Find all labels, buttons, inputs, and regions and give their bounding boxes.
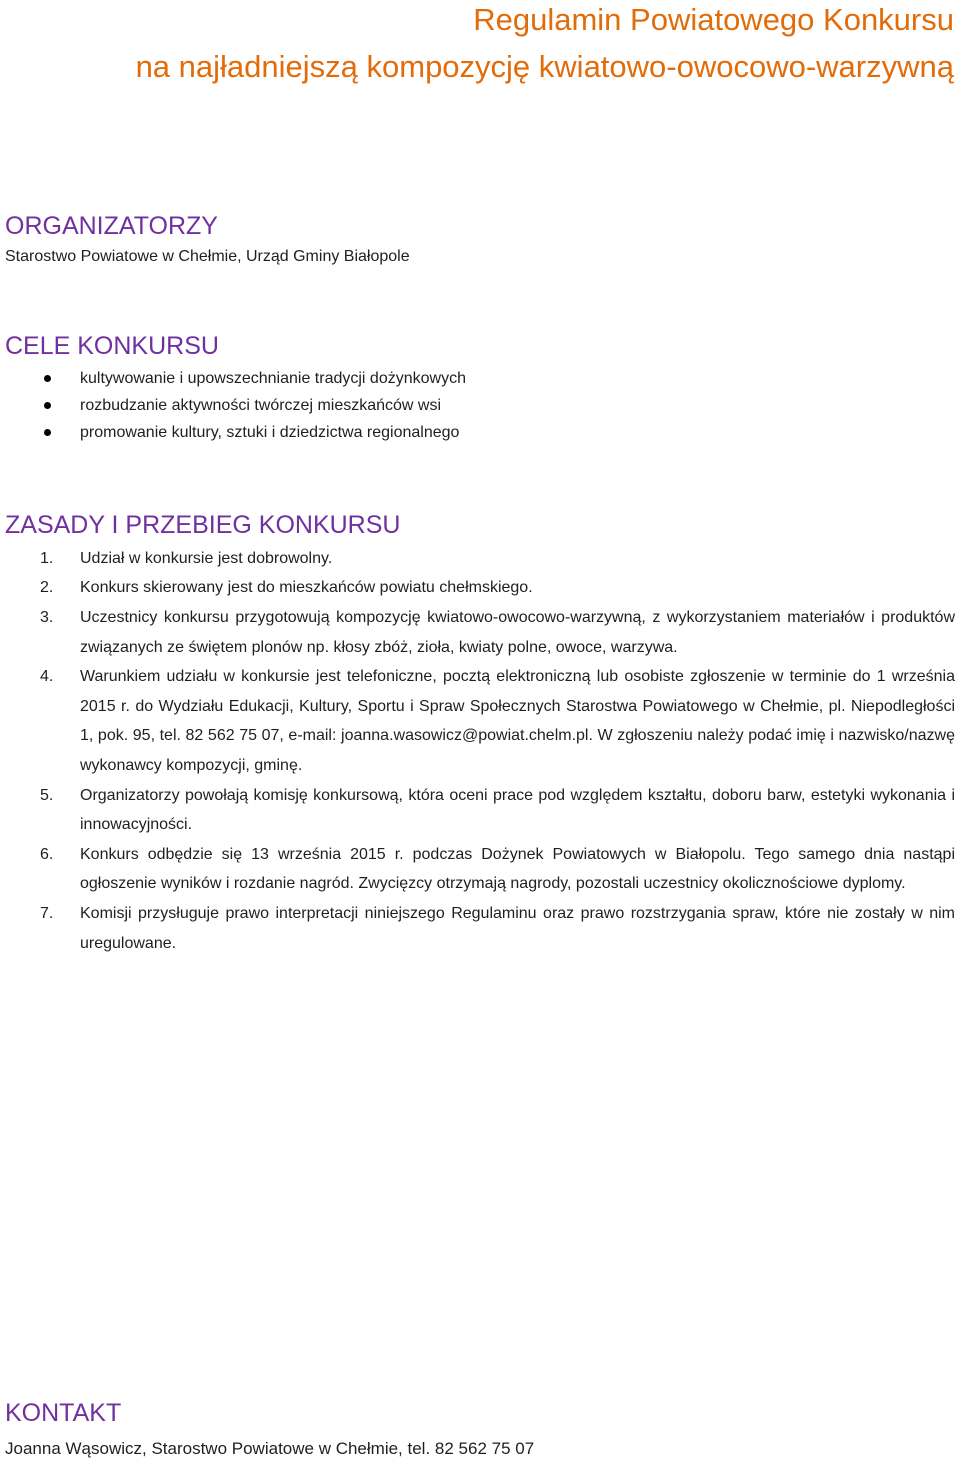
contact-heading: KONTAKT [5, 1399, 122, 1427]
goal-item [0, 365, 466, 392]
rule-number: 7. [40, 904, 54, 922]
rule-number: 6. [40, 845, 54, 863]
goal-item-text: promowanie kultury, sztuki i dziedzictwa regionalnego [80, 424, 460, 441]
rule-text: Organizatorzy powołają komisję konkursową, która oceni prace pod względem kształtu, doboru barw, estetyki wykonania i innowacyjności. [80, 786, 955, 834]
rule-item [0, 781, 960, 840]
goal-item-text: rozbudzanie aktywności twórczej mieszkańców wsi [80, 397, 442, 414]
rule-text: Komisji przysługuje prawo interpretacji niniejszego Regulaminu oraz prawo rozstrzygania spraw, które nie zostały w nim uregulowane. [80, 904, 955, 952]
rule-text: Warunkiem udziału w konkursie jest telefoniczne, pocztą elektroniczną lub osobiste zgłoszenie w terminie do 1 września 2015 r. do Wydziału Edukacji, Kultury, Sportu i Spraw Społecznych Starostwa Powiatowego w Chełmie, pl. Niepodległości 1, pok. 95, tel. 82 562 75 07, e-mail: joanna.wasowicz@powiat.chelm.pl. W zgłoszeniu należy podać imię i nazwisko/nazwę wykonawcy kompozycji, gminę. [80, 668, 955, 774]
rule-item [0, 662, 960, 780]
organizers-heading: ORGANIZATORZY [5, 212, 218, 240]
rule-item [0, 899, 960, 958]
rules-list [0, 545, 960, 958]
goal-item [0, 392, 466, 419]
rule-number: 4. [40, 668, 54, 686]
rule-item [0, 603, 960, 662]
rule-text: Uczestnicy konkursu przygotowują kompozycję kwiatowo-owocowo-warzywną, z wykorzystaniem materiałów i produktów związanych ze świętem plonów np. kłosy zbóż, zioła, kwiaty polne, owoce, warzywa. [80, 609, 955, 656]
goals-heading: CELE KONKURSU [5, 332, 219, 360]
rule-number: 2. [40, 579, 54, 596]
contact-text: Joanna Wąsowicz, Starostwo Powiatowe w Chełmie, tel. 82 562 75 07 [5, 1439, 535, 1458]
rule-item [0, 574, 960, 602]
rule-text: Konkurs skierowany jest do mieszkańców powiatu chełmskiego. [80, 579, 533, 596]
rule-text: Konkurs odbędzie się 13 września 2015 r. podczas Dożynek Powiatowych w Białopolu. Tego samego dnia nastąpi ogłoszenie wyników i rozdanie nagród. Zwycięzcy otrzymają nagrody, pozostali uczestnicy okolicznościowe dyplomy. [80, 845, 955, 893]
document-title-line-1: Regulamin Powiatowego Konkursu [473, 2, 954, 37]
bullet-icon [44, 375, 51, 382]
goal-item-text: kultywowanie i upowszechnianie tradycji dożynkowych [80, 370, 466, 387]
rule-text: Udział w konkursie jest dobrowolny. [80, 550, 333, 567]
rule-item [0, 840, 960, 899]
rules-heading: ZASADY I PRZEBIEG KONKURSU [5, 511, 401, 539]
rule-item [0, 545, 960, 573]
rule-number: 1. [40, 550, 54, 567]
bullet-icon [44, 402, 51, 409]
goals-list [0, 365, 466, 446]
bullet-icon [44, 429, 51, 436]
rule-number: 3. [40, 609, 54, 626]
goal-item [0, 419, 466, 446]
rule-number: 5. [40, 786, 54, 804]
document-title-line-2: na najładniejszą kompozycję kwiatowo-owocowo-warzywną [135, 49, 954, 84]
organizers-text: Starostwo Powiatowe w Chełmie, Urząd Gminy Białopole [5, 248, 410, 265]
